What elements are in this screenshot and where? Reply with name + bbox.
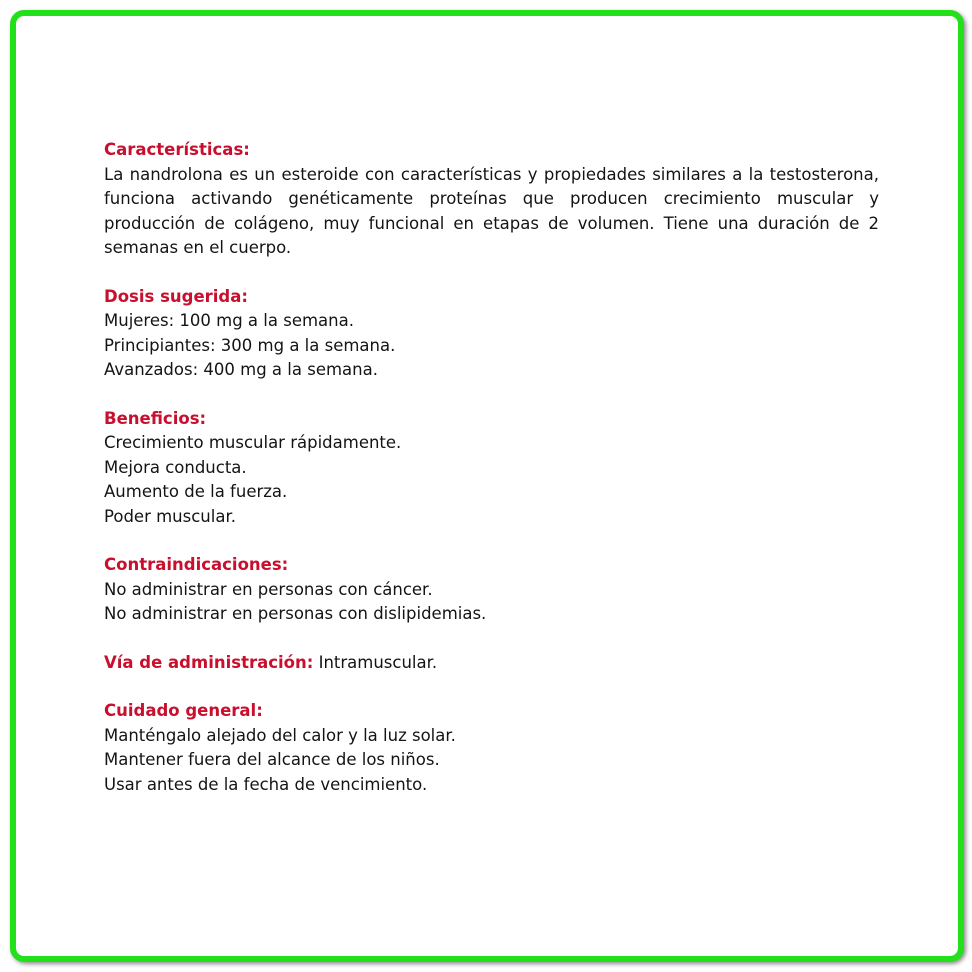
caracteristicas-text: La nandrolona es un esteroide con características y propiedades similares a la testosterona, funciona activando genéticamente proteínas que producen crecimiento muscular y producción de colágeno, muy funcional en etapas de volumen. Tiene una duración de 2 semanas en el cuerpo.: [104, 164, 879, 257]
section-dosis: [104, 285, 879, 383]
via-value: Intramuscular.: [313, 652, 438, 672]
beneficio-line: Crecimiento muscular rápidamente.: [104, 433, 402, 452]
heading-via: Vía de administración:: [104, 652, 314, 672]
section-contraindicaciones: [104, 553, 879, 627]
section-cuidado: [104, 699, 879, 797]
product-info-document: [104, 138, 879, 821]
dosis-line: Principiantes: 300 mg a la semana.: [104, 335, 396, 355]
heading-beneficios: Beneficios:: [104, 408, 207, 428]
section-via-administracion: [104, 651, 879, 676]
cuidado-line: Mantener fuera del alcance de los niños.: [104, 750, 440, 769]
section-beneficios: [104, 407, 879, 530]
cuidado-line: Manténgalo alejado del calor y la luz solar.: [104, 725, 456, 745]
section-caracteristicas: [104, 138, 879, 261]
dosis-line: Avanzados: 400 mg a la semana.: [104, 360, 378, 379]
dosis-line: Mujeres: 100 mg a la semana.: [104, 311, 354, 330]
heading-caracteristicas: Características:: [104, 140, 250, 159]
beneficio-line: Aumento de la fuerza.: [104, 482, 288, 501]
heading-cuidado: Cuidado general:: [104, 701, 263, 720]
green-border-frame: [10, 10, 964, 962]
contraindicacion-line: No administrar en personas con cáncer.: [104, 579, 433, 599]
contraindicacion-line: No administrar en personas con dislipidemias.: [104, 604, 487, 623]
beneficio-line: Mejora conducta.: [104, 457, 247, 477]
heading-contraindicaciones: Contraindicaciones:: [104, 555, 289, 574]
cuidado-line: Usar antes de la fecha de vencimiento.: [104, 774, 428, 794]
beneficio-line: Poder muscular.: [104, 506, 236, 526]
heading-dosis: Dosis sugerida:: [104, 286, 248, 306]
